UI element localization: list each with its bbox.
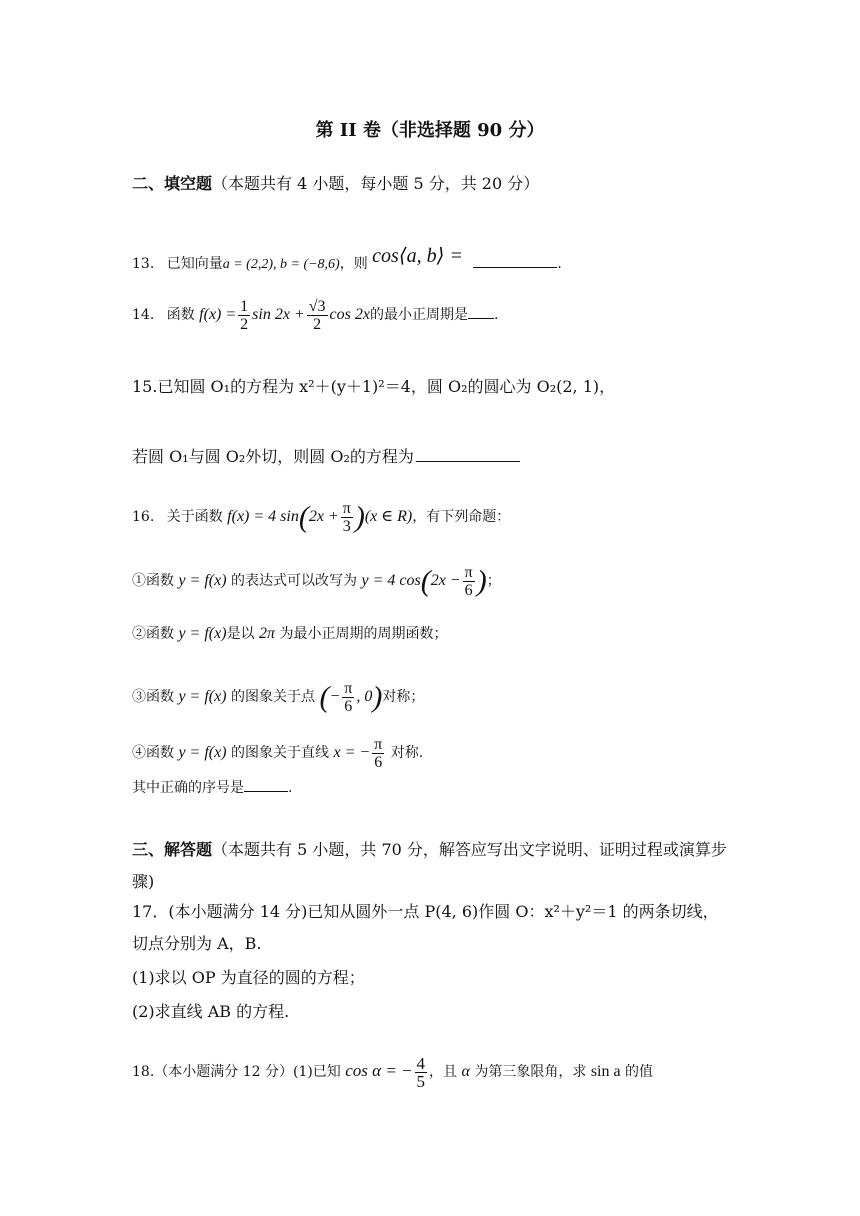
q18-text-b: ，且 [429, 1064, 458, 1080]
q16-ask [132, 778, 292, 798]
q16-item-3: ③函数 y = f(x) 的图象关于点 (− $\frac{\pi}{6}$ , 0)对称； [132, 680, 425, 715]
q16-item3-a: ③函数 [132, 689, 174, 706]
q14-end: . [493, 307, 499, 324]
q13-cos: cos⟨a, b⟩ = [372, 245, 463, 267]
q13-text-b: ，则 [339, 256, 368, 272]
q16-item4-c: 对称. [390, 745, 424, 762]
q16-ask-text: 其中正确的序号是 [132, 780, 244, 796]
q16-text-b: ，有下列命题： [412, 509, 511, 526]
q13-vectors: a = (2,2), b = (−8,6) [222, 257, 340, 272]
question-18: 18.（本小题满分 12 分）(1)已知 cos α = − $\frac{4}{5}$ ，且 α 为第三象限角，求 sin a 的值 [132, 1053, 654, 1091]
q16-item-1: ①函数 y = f(x) 的表达式可以改写为 y = 4 cos(2x − $\frac{\pi}{6}$ )； [132, 564, 501, 599]
q15-answer-blank [416, 461, 520, 462]
q16-item2-b: 是以 [226, 626, 255, 642]
q14-function-expr: f(x) = $\frac{1}{2}$ sin 2x + $\frac{√3}{2}$ cos 2x [199, 298, 370, 333]
q16-end: . [288, 780, 293, 796]
q16-item3-b: 的图象关于点 [231, 689, 316, 706]
section3-heading: 三、解答题 [132, 840, 213, 859]
q17-part1: (1)求以 OP 为直径的圆的方程； [132, 968, 365, 987]
section3-header [132, 840, 727, 860]
q14-text-a: 函数 [166, 307, 195, 324]
q16-item1-expr: y = 4 cos(2x − $\frac{\pi}{6}$ ) [361, 564, 487, 599]
q13-number: 13. [132, 256, 155, 272]
q16-item1-c: ； [486, 573, 501, 590]
q14-answer-blank [468, 318, 494, 319]
question-13: 13. 已知向量a = (2,2), b = (−8,6)，则 cos⟨a, b⟩ = . [132, 245, 562, 272]
page-title: 第 II 卷（非选择题 90 分） [315, 120, 545, 141]
q16-item2-c: 为最小正周期的周期函数； [279, 626, 448, 642]
q15-line2-text: 若圆 O₁与圆 O₂外切，则圆 O₂的方程为 [132, 447, 414, 466]
q18-cos-expr: cos α = − $\frac{4}{5}$ [345, 1053, 426, 1091]
q16-item4-line: x = − $\frac{\pi}{6}$ [333, 736, 383, 771]
q14-number: 14. [132, 307, 155, 324]
q16-item4-a: ④函数 [132, 745, 174, 762]
q18-text-c: 为第三象限角，求 [474, 1064, 587, 1080]
q14-text-b: 的最小正周期是 [369, 307, 468, 324]
section3-note-cont: 骤) [132, 872, 155, 891]
q13-answer-blank [473, 267, 557, 268]
q13-text-a: 已知向量 [166, 256, 223, 272]
question-14 [132, 298, 498, 333]
q17-line1: 17．(本小题满分 14 分)已知从圆外一点 P(4, 6)作圆 O：x²＋y²＝1 的两条切线， [132, 902, 719, 921]
q16-number: 16. [132, 509, 155, 526]
q16-text-a: 关于函数 [166, 509, 223, 526]
q15-line2 [132, 447, 520, 467]
q16-item3-c: 对称； [382, 689, 425, 706]
q18-text-d: 的值 [625, 1064, 654, 1080]
q16-item3-point: (− $\frac{\pi}{6}$ , 0) [319, 680, 383, 715]
q16-item2-a: ②函数 [132, 626, 174, 642]
section2-header [132, 174, 539, 194]
section2-heading: 二、填空题 [132, 174, 213, 193]
q16-item-2: ②函数 y = f(x)是以 2π 为最小正周期的周期函数； [132, 625, 448, 642]
q16-item4-b: 的图象关于直线 [231, 745, 330, 762]
q18-text-a: 18.（本小题满分 12 分）(1)已知 [132, 1064, 341, 1080]
q17-line2: 切点分别为 A，B. [132, 934, 262, 953]
section2-note: （本题共有 4 小题，每小题 5 分，共 20 分） [212, 174, 540, 193]
q16-answer-blank [244, 791, 288, 792]
q16-function-expr: f(x) = 4 sin(2x + $\frac{\pi}{3}$ )(x ∈ R) [227, 500, 413, 535]
q16-item-4: ④函数 y = f(x) 的图象关于直线 x = − $\frac{\pi}{6}$ 对称. [132, 736, 424, 771]
section3-note: （本题共有 5 小题，共 70 分，解答应写出文字说明、证明过程或演算步 [212, 840, 727, 859]
q15-line1: 15.已知圆 O₁的方程为 x²＋(y＋1)²＝4，圆 O₂的圆心为 O₂(2, 1)， [132, 377, 616, 396]
q16-item1-b: 的表达式可以改写为 [231, 573, 358, 590]
question-16 [132, 500, 510, 535]
q16-item1-a: ①函数 [132, 573, 174, 590]
q17-part2: (2)求直线 AB 的方程. [132, 1002, 290, 1021]
